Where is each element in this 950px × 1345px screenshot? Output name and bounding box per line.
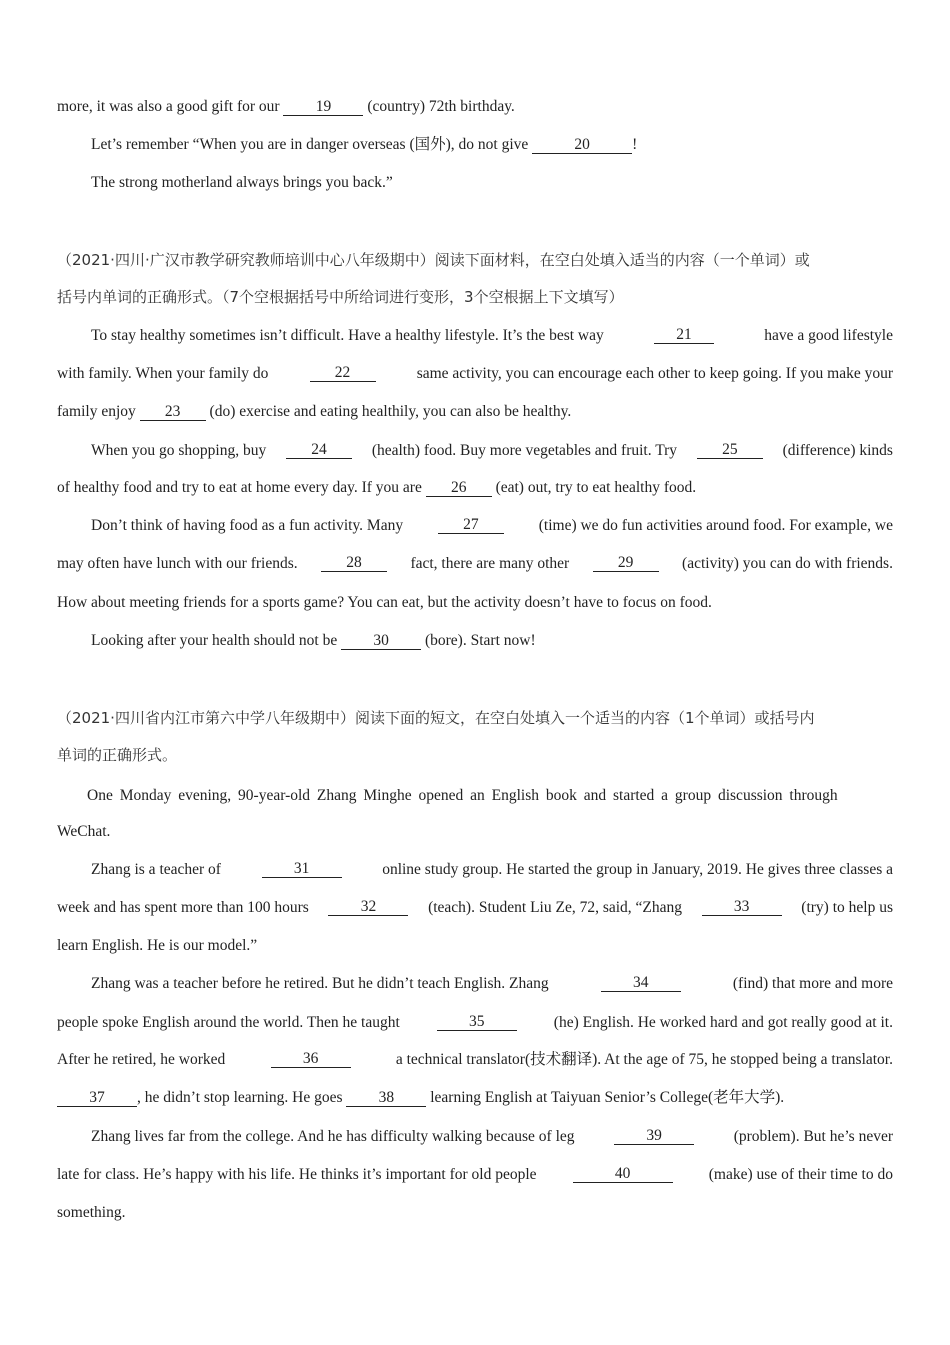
p3-line-1: One Monday evening, 90-year-old Zhang Minghe opened an English book and started a group discussion through [87,787,838,804]
p3-line-6: Zhang was a teacher before he retired. But he didn’t teach English. Zhang 34 (find) that more and more [91,974,893,992]
p3-header-2: 单词的正确形式。 [57,746,178,764]
p2-line-5: of healthy food and try to eat at home every day. If you are 26 (eat) out, try to eat healthy food. [57,479,697,496]
blank-35[interactable]: 35 [437,1013,517,1031]
blank-34[interactable]: 34 [601,974,681,992]
blank-30[interactable]: 30 [341,632,421,650]
p3-line-11: late for class. He’s happy with his life. He thinks it’s important for old people 40 (make) use of their time to do [57,1165,893,1183]
p3-line-2: WeChat. [57,823,111,840]
blank-23[interactable]: 23 [140,403,206,421]
blank-40[interactable]: 40 [573,1165,673,1183]
p2-line-7: may often have lunch with our friends. 28 fact, there are many other 29 (activity) you can do with friends. [57,554,893,572]
p3-line-8: After he retired, he worked 36 a technical translator(技术翻译). At the age of 75, he stopped being a translator. [57,1050,893,1068]
blank-21[interactable]: 21 [654,326,714,344]
blank-20[interactable]: 20 [532,136,632,154]
blank-37[interactable]: 37 [57,1089,137,1107]
blank-28[interactable]: 28 [321,554,387,572]
blank-19[interactable]: 19 [283,98,363,116]
p3-line-3: Zhang is a teacher of 31 online study group. He started the group in January, 2019. He gives three classes a [91,860,893,878]
p3-line-12: something. [57,1204,126,1221]
p3-line-9: 37 , he didn’t stop learning. He goes 38 learning English at Taiyuan Senior’s College(老年大学). [57,1088,893,1108]
p3-header-1: （2021·四川省内江市第六中学八年级期中）阅读下面的短文，在空白处填入一个适当的内容（1个单词）或括号内 [57,709,815,727]
p2-line-3: family enjoy 23 (do) exercise and eating healthily, you can also be healthy. [57,403,572,420]
p2-line-9: Looking after your health should not be 30 (bore). Start now! [91,632,536,649]
p3-line-7: people spoke English around the world. Then he taught 35 (he) English. He worked hard and got really good at it. [57,1013,893,1031]
blank-32[interactable]: 32 [328,898,408,916]
p2-header-2: 括号内单词的正确形式。（7个空根据括号中所给词进行变形，3个空根据上下文填写） [57,288,624,306]
blank-27[interactable]: 27 [438,516,504,534]
p3-line-4: week and has spent more than 100 hours 32 (teach). Student Liu Ze, 72, said, “Zhang 33 (try) to help us [57,898,893,916]
p2-line-6: Don’t think of having food as a fun activity. Many 27 (time) we do fun activities around food. For example, we [91,516,893,534]
blank-26[interactable]: 26 [426,479,492,497]
p2-line-4: When you go shopping, buy 24 (health) food. Buy more vegetables and fruit. Try 25 (difference) kinds [91,441,893,459]
p3-line-10: Zhang lives far from the college. And he has difficulty walking because of leg 39 (problem). But he’s never [91,1127,893,1145]
p2-header-1: （2021·四川·广汉市教学研究教师培训中心八年级期中）阅读下面材料，在空白处填入适当的内容（一个单词）或 [57,251,810,269]
p3-line-5: learn English. He is our model.” [57,937,258,954]
blank-36[interactable]: 36 [271,1050,351,1068]
p2-line-2: with family. When your family do 22 same activity, you can encourage each other to keep going. If you make your [57,364,893,382]
blank-24[interactable]: 24 [286,441,352,459]
p1-line-3: The strong motherland always brings you back.” [91,174,393,191]
blank-22[interactable]: 22 [310,364,376,382]
p1-line-1: more, it was also a good gift for our 19 (country) 72th birthday. [57,98,515,115]
blank-39[interactable]: 39 [614,1127,694,1145]
p2-line-8: How about meeting friends for a sports game? You can eat, but the activity doesn’t have to focus on food. [57,594,712,611]
blank-38[interactable]: 38 [346,1089,426,1107]
blank-29[interactable]: 29 [593,554,659,572]
blank-25[interactable]: 25 [697,441,763,459]
blank-33[interactable]: 33 [702,898,782,916]
p1-line-2: Let’s remember “When you are in danger overseas (国外), do not give 20 ! [91,136,638,153]
blank-31[interactable]: 31 [262,860,342,878]
p2-line-1: To stay healthy sometimes isn’t difficult. Have a healthy lifestyle. It’s the best way 21 have a good lifestyle [91,326,893,344]
